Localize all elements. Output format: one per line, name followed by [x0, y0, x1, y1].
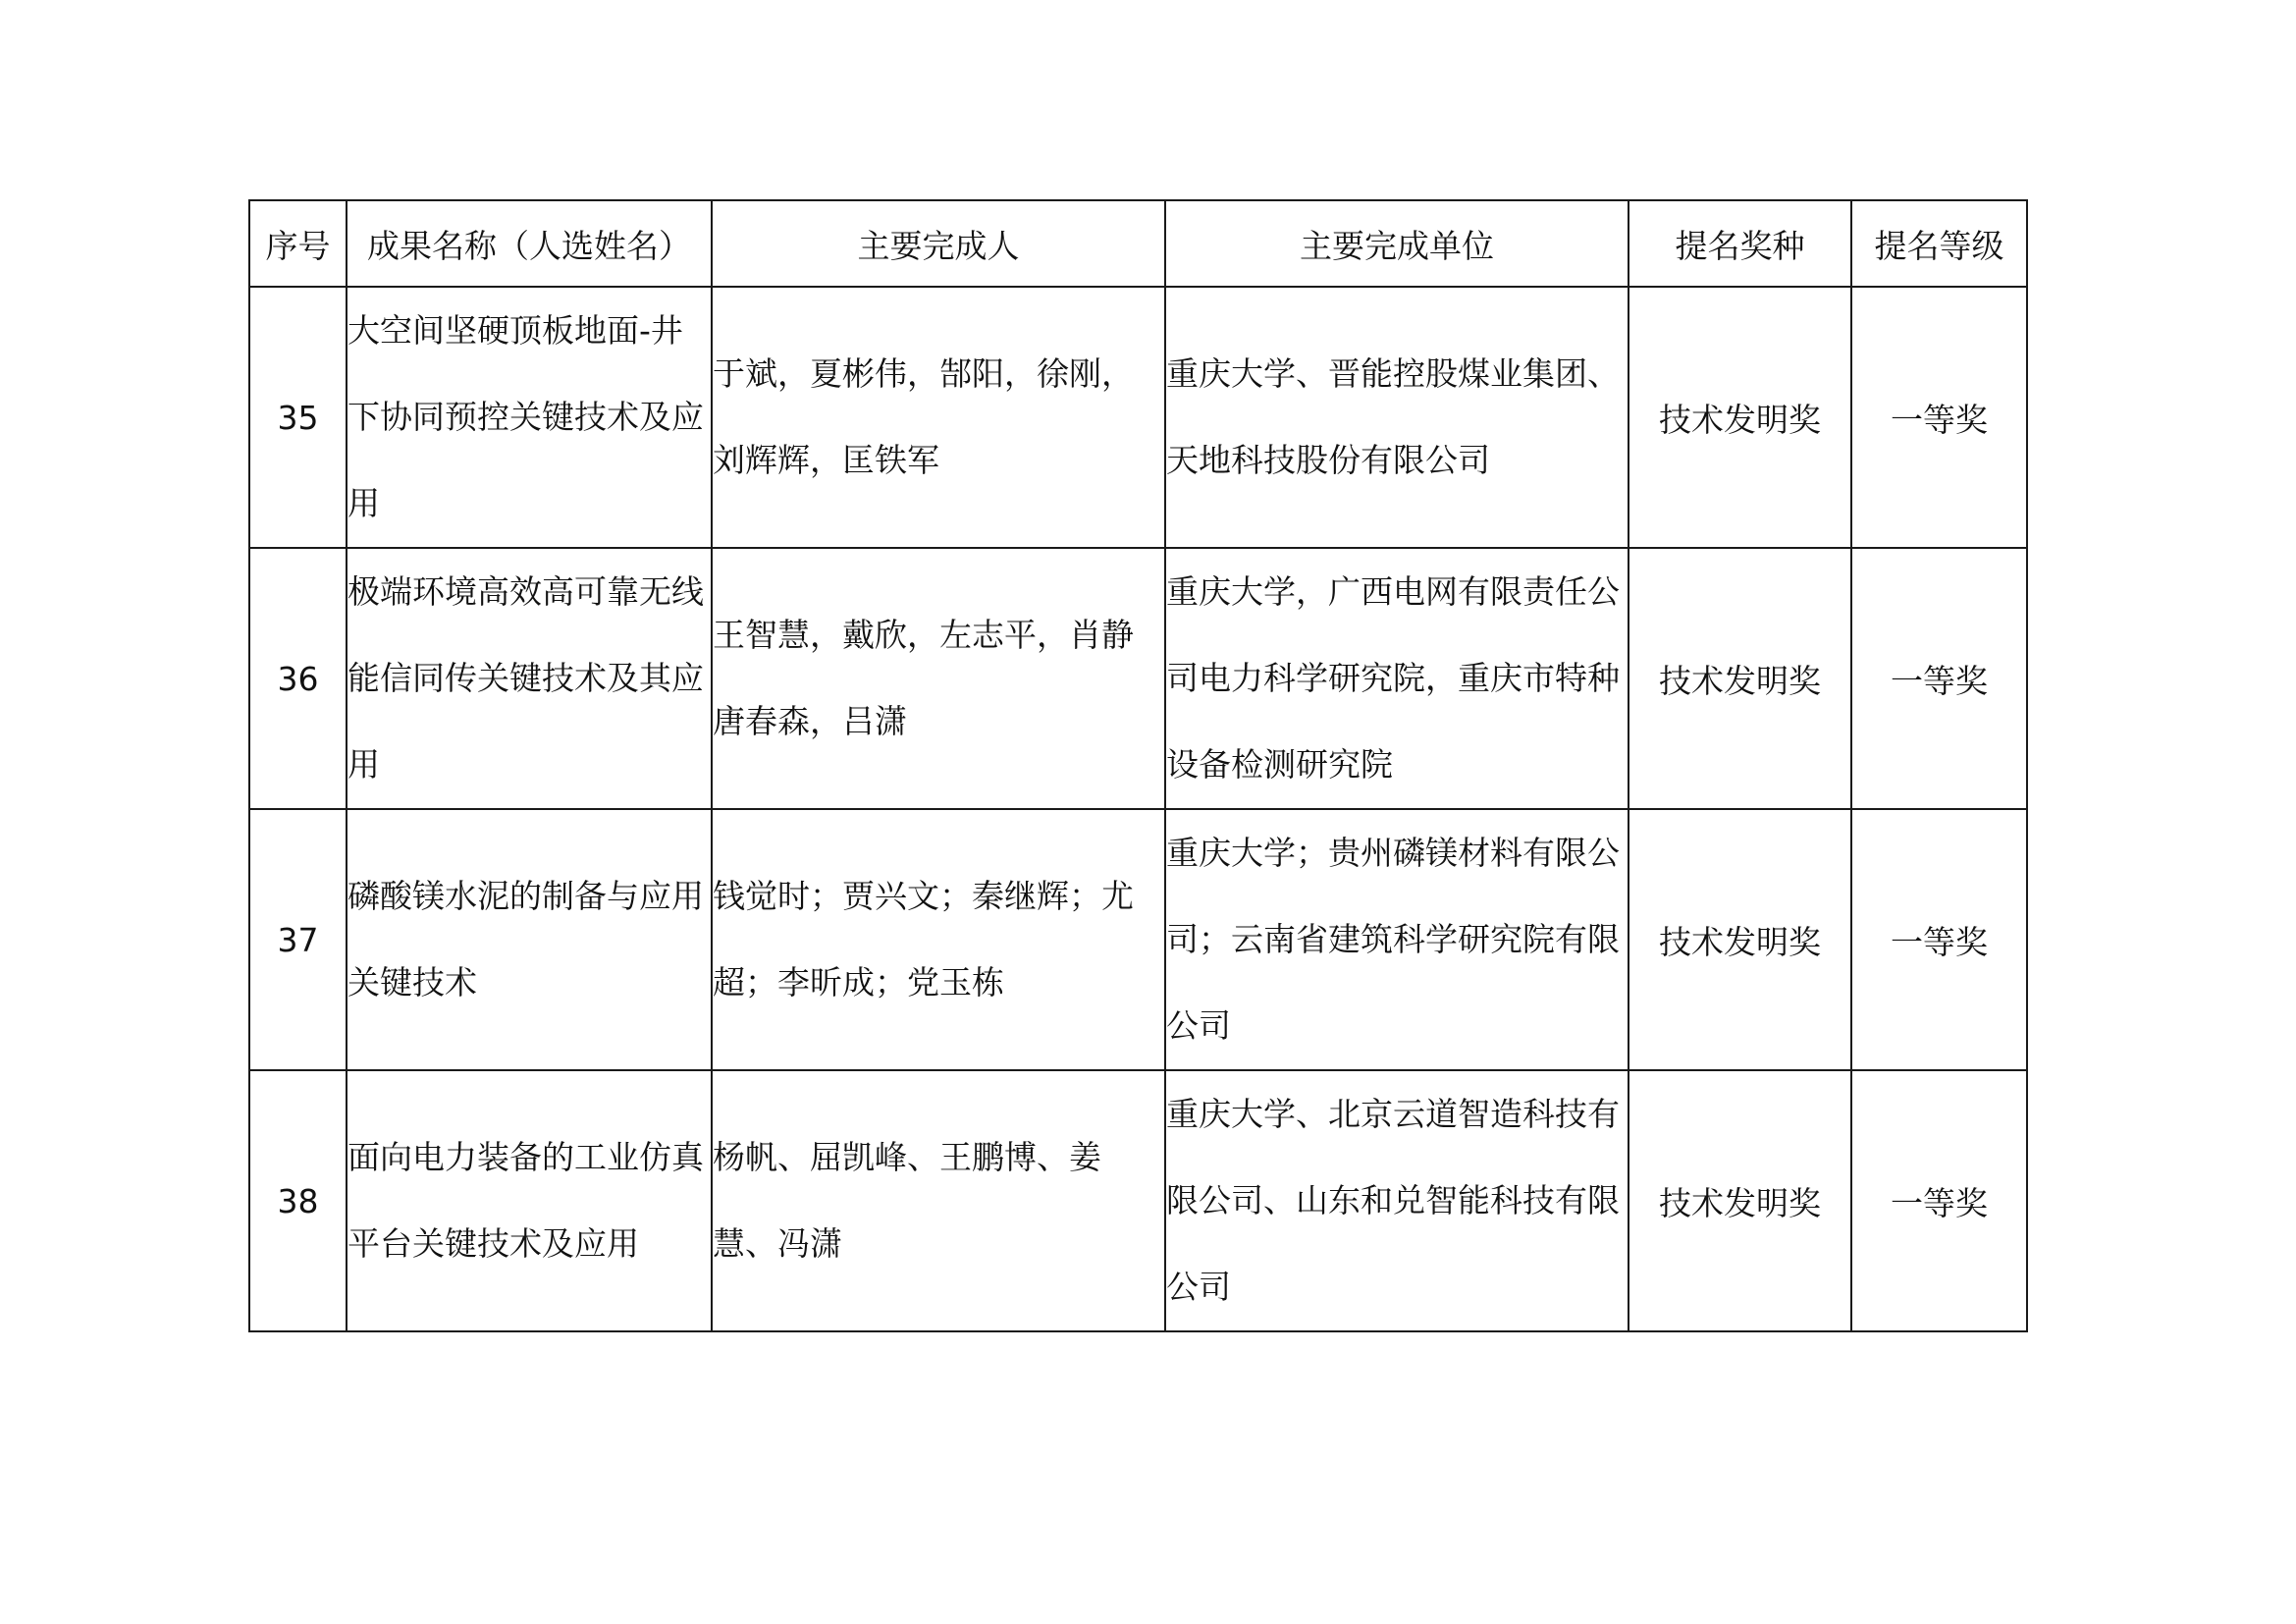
row-award: 技术发明奖 [1629, 809, 1851, 1070]
row-title: 大空间坚硬顶板地面-井下协同预控关键技术及应用 [347, 287, 712, 548]
row-grade: 一等奖 [1851, 1070, 2027, 1331]
row-seq: 38 [249, 1070, 347, 1331]
row-seq: 37 [249, 809, 347, 1070]
table-header-row [249, 200, 2027, 287]
award-nomination-table-container [248, 199, 2028, 1332]
row-seq: 36 [249, 548, 347, 809]
row-title: 面向电力装备的工业仿真平台关键技术及应用 [347, 1070, 712, 1331]
row-persons: 王智慧，戴欣，左志平，肖静唐春森，吕潇 [712, 548, 1165, 809]
row-units: 重庆大学、晋能控股煤业集团、天地科技股份有限公司 [1165, 287, 1629, 548]
row-award: 技术发明奖 [1629, 548, 1851, 809]
header-award: 提名奖种 [1629, 200, 1851, 287]
header-units: 主要完成单位 [1165, 200, 1629, 287]
table-row [249, 809, 2027, 1070]
row-persons: 于斌，夏彬伟，郜阳，徐刚，刘辉辉，匡铁军 [712, 287, 1165, 548]
row-units: 重庆大学，广西电网有限责任公司电力科学研究院，重庆市特种设备检测研究院 [1165, 548, 1629, 809]
header-title: 成果名称（人选姓名） [347, 200, 712, 287]
row-persons: 杨帆、屈凯峰、王鹏博、姜慧、冯潇 [712, 1070, 1165, 1331]
row-title: 极端环境高效高可靠无线能信同传关键技术及其应用 [347, 548, 712, 809]
header-persons: 主要完成人 [712, 200, 1165, 287]
row-grade: 一等奖 [1851, 809, 2027, 1070]
header-grade: 提名等级 [1851, 200, 2027, 287]
table-row [249, 1070, 2027, 1331]
award-nomination-table [248, 199, 2028, 1332]
table-row [249, 548, 2027, 809]
row-award: 技术发明奖 [1629, 1070, 1851, 1331]
row-award: 技术发明奖 [1629, 287, 1851, 548]
row-seq: 35 [249, 287, 347, 548]
row-units: 重庆大学、北京云道智造科技有限公司、山东和兑智能科技有限公司 [1165, 1070, 1629, 1331]
row-grade: 一等奖 [1851, 548, 2027, 809]
table-row [249, 287, 2027, 548]
row-grade: 一等奖 [1851, 287, 2027, 548]
row-persons: 钱觉时；贾兴文；秦继辉；尤超；李昕成；党玉栋 [712, 809, 1165, 1070]
row-title: 磷酸镁水泥的制备与应用关键技术 [347, 809, 712, 1070]
header-seq: 序号 [249, 200, 347, 287]
row-units: 重庆大学；贵州磷镁材料有限公司；云南省建筑科学研究院有限公司 [1165, 809, 1629, 1070]
